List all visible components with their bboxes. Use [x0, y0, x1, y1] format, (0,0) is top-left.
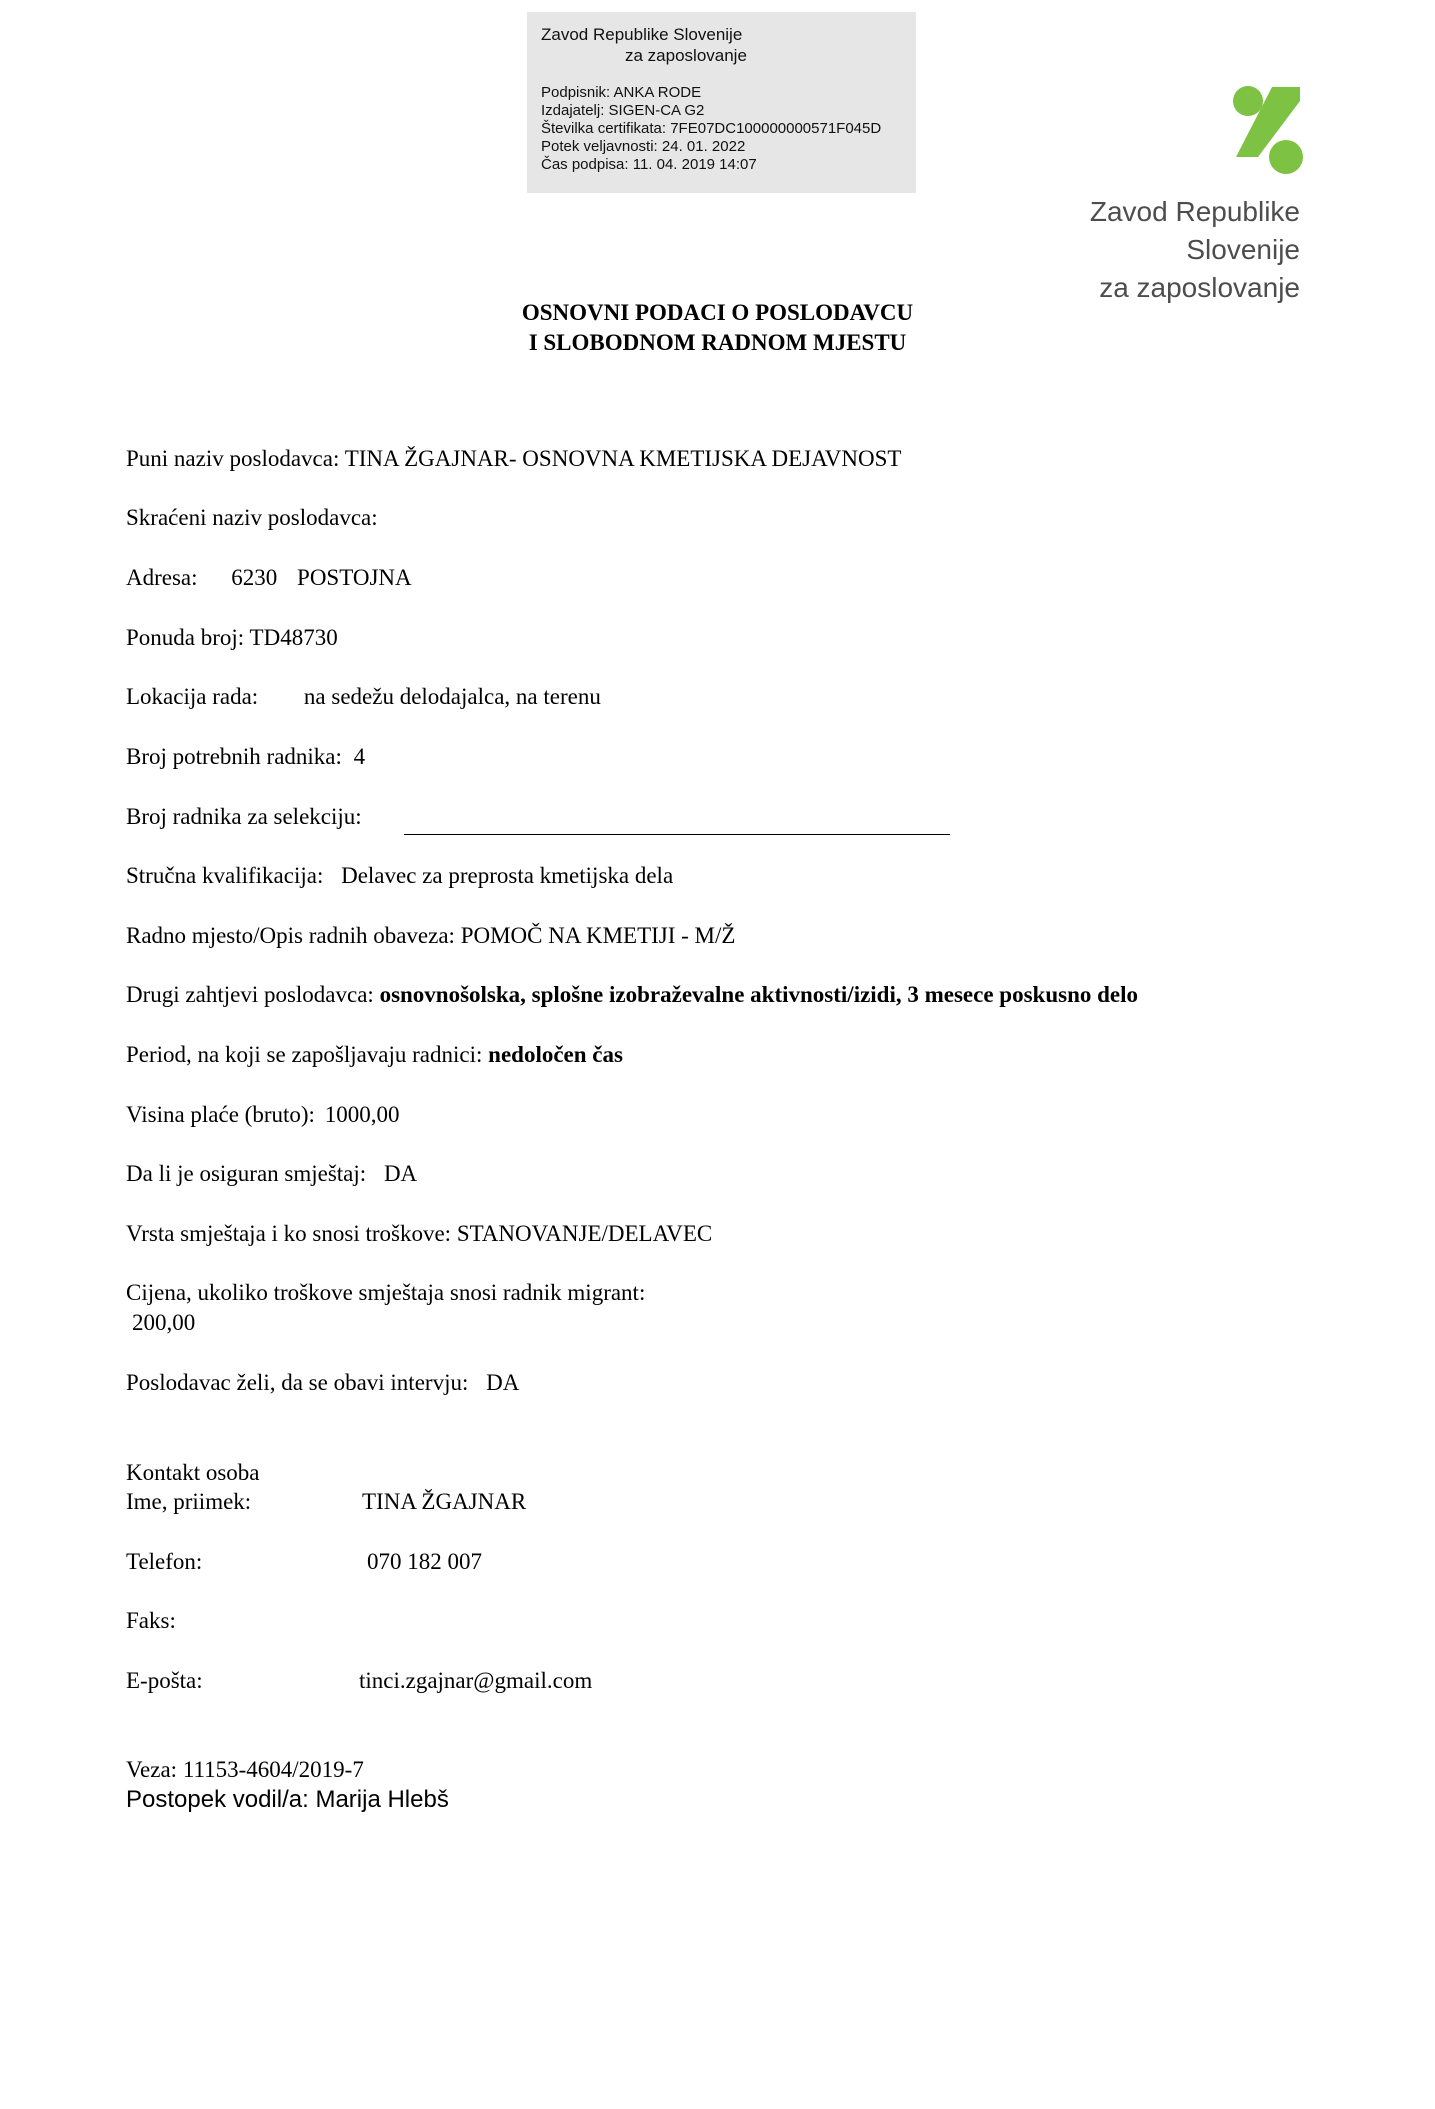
- field-selection: [126, 804, 362, 830]
- field-qualification: [126, 863, 673, 889]
- field-accommodation-price-value: 200,00: [132, 1310, 196, 1335]
- field-value: POMOČ NA KMETIJI - M/Ž: [460, 923, 736, 948]
- field-label: Radno mjesto/Opis radnih obaveza:: [126, 923, 455, 948]
- brand-line1: Zavod Republike Slovenije: [1089, 196, 1300, 265]
- field-value: na sedežu delodajalca, na terenu: [303, 684, 601, 709]
- field-label: Da li je osiguran smještaj:: [126, 1161, 367, 1186]
- signature-validity: Potek veljavnosti: 24. 01. 2022: [541, 138, 746, 155]
- field-label: Vrsta smještaja i ko snosi troškove:: [126, 1221, 452, 1246]
- field-value: DA: [486, 1370, 520, 1395]
- field-accommodation: [126, 1161, 417, 1187]
- field-value: TINA ŽGAJNAR- OSNOVNA KMETIJSKA DEJAVNOST: [344, 446, 902, 471]
- reference-number: Veza: 11153-4604/2019-7: [126, 1757, 364, 1782]
- field-period: [126, 1042, 623, 1068]
- signature-org-line1: Zavod Republike Slovenije: [541, 25, 743, 44]
- field-full-name: [126, 446, 901, 472]
- field-label: Broj potrebnih radnika:: [126, 744, 342, 769]
- contact-email-label: E-pošta:: [126, 1668, 203, 1693]
- field-value: STANOVANJE/DELAVEC: [456, 1221, 713, 1246]
- field-value: Delavec za preprosta kmetijska dela: [341, 863, 674, 888]
- field-label: Visina plaće (bruto):: [126, 1102, 315, 1127]
- field-other-requirements: [126, 982, 1138, 1008]
- signature-signer: Podpisnik: ANKA RODE: [541, 84, 702, 101]
- field-city: POSTOJNA: [297, 565, 412, 590]
- signature-issuer: Izdajatelj: SIGEN-CA G2: [541, 102, 705, 119]
- field-location: [126, 684, 601, 710]
- field-interview: [126, 1370, 519, 1396]
- field-label: Lokacija rada:: [126, 684, 259, 709]
- field-value: DA: [383, 1161, 418, 1186]
- field-label: Ponuda broj:: [126, 625, 245, 650]
- field-position: [126, 923, 735, 949]
- brand-line2: za zaposlovanje: [1099, 272, 1300, 303]
- field-salary: [126, 1102, 399, 1128]
- selection-blank-line: [404, 834, 950, 835]
- field-label: Period, na koji se zapošljavaju radnici:: [126, 1042, 483, 1067]
- field-value: 1000,00: [324, 1102, 400, 1127]
- field-label: Broj radnika za selekciju:: [126, 804, 362, 829]
- field-address: [126, 565, 412, 591]
- field-label: Poslodavac želi, da se obavi intervju:: [126, 1370, 469, 1395]
- signature-time: Čas podpisa: 11. 04. 2019 14:07: [541, 156, 757, 173]
- field-value: TD48730: [249, 625, 338, 650]
- field-value: osnovnošolska, splošne izobraževalne aktivnosti/izidi, 3 mesece poskusno delo: [379, 982, 1139, 1007]
- contact-phone-value: 070 182 007: [367, 1549, 482, 1574]
- field-postal: 6230: [231, 565, 278, 590]
- signature-box: [527, 12, 916, 193]
- contact-name-value: TINA ŽGAJNAR: [362, 1489, 527, 1514]
- field-short-name: [126, 505, 378, 531]
- field-accommodation-type: [126, 1221, 712, 1247]
- field-label: Stručna kvalifikacija:: [126, 863, 324, 888]
- field-offer: [126, 625, 338, 651]
- field-label: Skraćeni naziv poslodavca:: [126, 505, 378, 530]
- field-label: Adresa:: [126, 565, 198, 590]
- signature-org-line2: za zaposlovanje: [625, 46, 747, 65]
- contact-name-label: Ime, priimek:: [126, 1489, 252, 1514]
- zrss-logo-icon: [1228, 85, 1304, 175]
- field-label: Puni naziv poslodavca:: [126, 446, 340, 471]
- signature-cert-number: Številka certifikata: 7FE07DC100000000571F045D: [541, 120, 882, 137]
- field-value: nedoločen čas: [488, 1042, 623, 1067]
- contact-heading: Kontakt osoba: [126, 1460, 260, 1485]
- brand-name: [975, 193, 1300, 307]
- document-title-line2: I SLOBODNOM RADNOM MJESTU: [528, 330, 907, 355]
- handled-by: Postopek vodil/a: Marija Hlebš: [126, 1786, 449, 1813]
- document-title-line1: OSNOVNI PODACI O POSLODAVCU: [521, 300, 914, 325]
- contact-fax-label: Faks:: [126, 1608, 176, 1633]
- contact-email-value: tinci.zgajnar@gmail.com: [359, 1668, 593, 1693]
- field-workers-needed: [126, 744, 365, 770]
- field-value: 4: [353, 744, 366, 769]
- contact-phone-label: Telefon:: [126, 1549, 203, 1574]
- field-label: Drugi zahtjevi poslodavca:: [126, 982, 374, 1007]
- field-accommodation-price-label: Cijena, ukoliko troškove smještaja snosi radnik migrant:: [126, 1280, 646, 1305]
